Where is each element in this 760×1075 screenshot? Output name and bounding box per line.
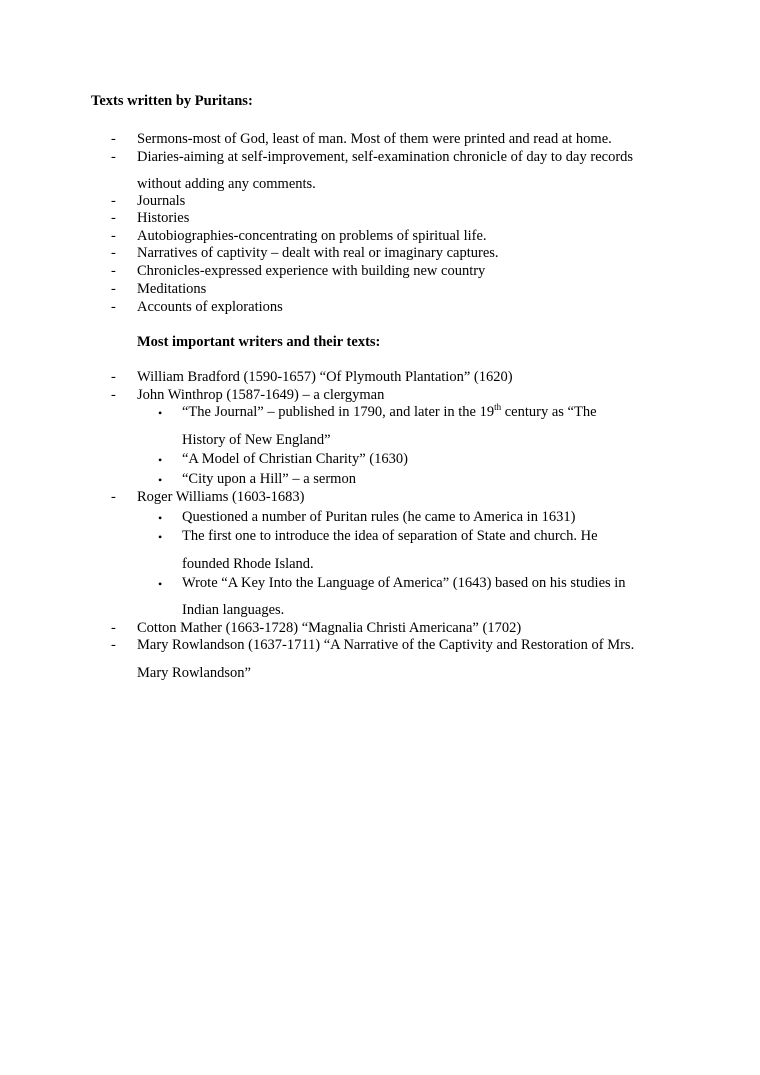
list-dash: - [111,149,116,165]
writer-bradford: William Bradford (1590-1657) “Of Plymouth Plantation” (1620) [137,369,513,385]
bullet-icon: • [158,511,163,525]
bullet-icon: • [158,453,163,467]
winthrop-journal: “The Journal” – published in 1790, and later in the 19th century as “The [182,402,597,420]
list-dash: - [111,369,116,385]
bullet-icon: • [158,530,163,544]
winthrop-model: “A Model of Christian Charity” (1630) [182,451,408,467]
williams-note-key: Wrote “A Key Into the Language of America” (1643) based on his studies in [182,575,626,591]
list-item-diaries: Diaries-aiming at self-improvement, self-examination chronicle of day to day records [137,149,634,165]
list-dash: - [111,281,116,297]
list-item-sermons: Sermons-most of God, least of man. Most of them were printed and read at home. [137,131,612,147]
list-dash: - [111,210,116,226]
list-dash: - [111,193,116,209]
writer-rowlandson: Mary Rowlandson (1637-1711) “A Narrative of the Captivity and Restoration of Mrs. [137,637,635,653]
list-dash: - [111,245,116,261]
heading-important-writers: Most important writers and their texts: [137,334,381,350]
list-item-chronicles: Chronicles-expressed experience with building new country [137,263,486,279]
list-dash: - [111,263,116,279]
bullet-icon: • [158,577,163,591]
list-dash: - [111,228,116,244]
list-dash: - [111,131,116,147]
list-item-diaries-cont: without adding any comments. [137,176,316,192]
list-dash: - [111,387,116,403]
list-item-autobiographies: Autobiographies-concentrating on problems of spiritual life. [137,228,487,244]
writer-williams: Roger Williams (1603-1683) [137,489,305,505]
bullet-icon: • [158,473,163,487]
list-item-accounts: Accounts of explorations [137,299,283,315]
list-dash: - [111,299,116,315]
writer-mather: Cotton Mather (1663-1728) “Magnalia Christi Americana” (1702) [137,620,522,636]
writer-winthrop: John Winthrop (1587-1649) – a clergyman [137,387,385,403]
heading-texts-by-puritans: Texts written by Puritans: [91,93,253,109]
list-dash: - [111,489,116,505]
list-item-journals: Journals [137,193,186,209]
winthrop-city: “City upon a Hill” – a sermon [182,471,356,487]
williams-note-separation-cont: founded Rhode Island. [182,556,314,572]
list-dash: - [111,620,116,636]
list-item-narratives: Narratives of captivity – dealt with real or imaginary captures. [137,245,499,261]
list-item-histories: Histories [137,210,190,226]
bullet-icon: • [158,406,163,420]
writer-rowlandson-cont: Mary Rowlandson” [137,665,251,681]
winthrop-journal-cont: History of New England” [182,432,331,448]
list-item-meditations: Meditations [137,281,207,297]
williams-note-key-cont: Indian languages. [182,602,285,618]
list-dash: - [111,637,116,653]
williams-note-separation: The first one to introduce the idea of separation of State and church. He [182,528,598,544]
williams-note-rules: Questioned a number of Puritan rules (he came to America in 1631) [182,509,576,525]
